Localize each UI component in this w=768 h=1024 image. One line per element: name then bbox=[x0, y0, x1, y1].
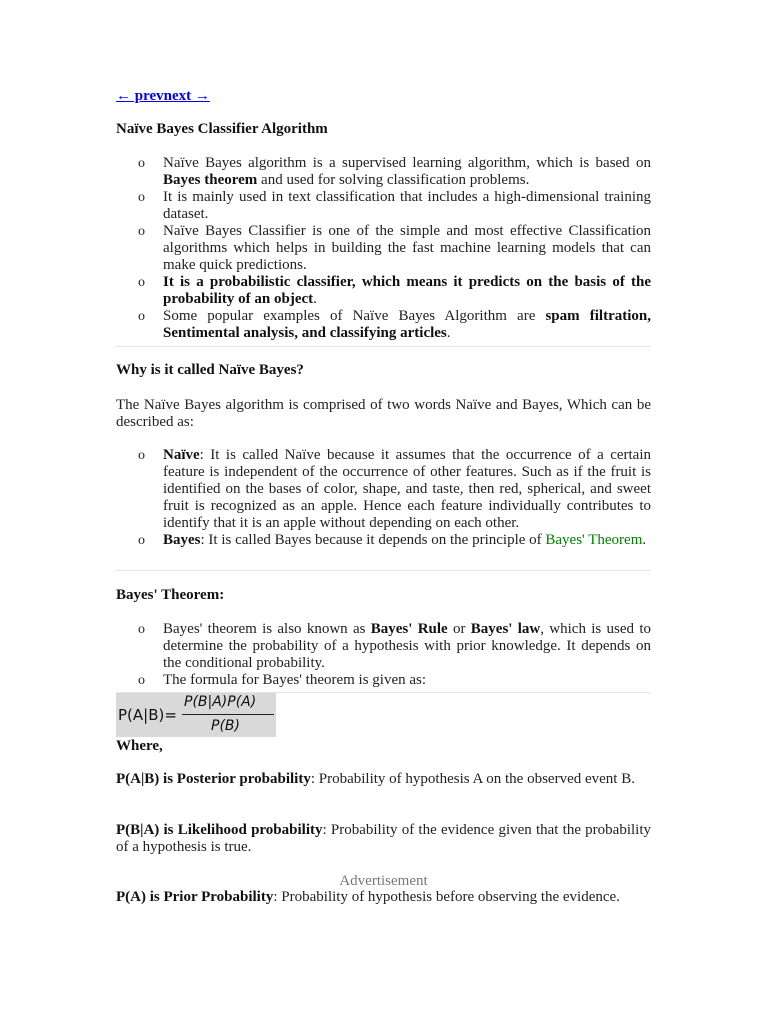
bullet-icon: o bbox=[138, 156, 145, 171]
bayes-formula bbox=[116, 693, 276, 737]
definition-prior: P(A) is Prior Probability: Probability of hypothesis before observing the evidence. bbox=[116, 889, 620, 905]
where-label: Where, bbox=[116, 738, 163, 754]
bullet-icon: o bbox=[138, 622, 145, 637]
list-item: o Bayes' theorem is also known as Bayes' Rule or Bayes' law, which is used to determine the probability of a hypothesis with prior knowledge. It depends on the conditional probability. bbox=[138, 621, 652, 671]
divider bbox=[116, 346, 651, 347]
formula-denominator: P(B) bbox=[211, 718, 240, 734]
theorem-list bbox=[116, 621, 651, 689]
prev-link[interactable]: ← prev bbox=[116, 88, 164, 104]
section-heading-theorem: Bayes' Theorem: bbox=[116, 587, 225, 603]
bayes-theorem-link[interactable]: Bayes' Theorem bbox=[545, 532, 643, 548]
list-item: o Naïve Bayes Classifier is one of the simple and most effective Classification algorithms which helps in building the fast machine learning models that can make quick predictions. bbox=[138, 223, 651, 273]
next-link[interactable]: next → bbox=[163, 88, 210, 104]
bullet-icon: o bbox=[138, 533, 145, 548]
list-item: o Some popular examples of Naïve Bayes Algorithm are spam filtration, Sentimental analysis, and classifying articles. bbox=[138, 308, 651, 341]
bullet-icon: o bbox=[138, 673, 145, 688]
why-paragraph: The Naïve Bayes algorithm is comprised of two words Naïve and Bayes, Which can be described as: bbox=[116, 397, 651, 430]
section-heading-why: Why is it called Naïve Bayes? bbox=[116, 362, 304, 378]
bullet-icon: o bbox=[138, 309, 145, 324]
bullet-icon: o bbox=[138, 190, 145, 205]
bullet-icon: o bbox=[138, 275, 145, 290]
fraction-bar bbox=[182, 714, 274, 715]
advertisement-label: Advertisement bbox=[339, 873, 428, 889]
list-item: o It is mainly used in text classification that includes a high-dimensional training dataset. bbox=[138, 189, 651, 222]
why-list bbox=[116, 447, 651, 549]
intro-list bbox=[116, 155, 651, 342]
list-item: o It is a probabilistic classifier, which means it predicts on the basis of the probability of an object. bbox=[138, 274, 651, 307]
list-item: o Naïve: It is called Naïve because it assumes that the occurrence of a certain feature is independent of the occurrence of other features. Such as if the fruit is identified on the bases of color, shape, and taste, then red, spherical, and sweet fruit is recognized as an apple. Hence each feature individually contributes to identify that it is an apple without depending on each other. bbox=[138, 447, 651, 531]
list-item: o Bayes: It is called Bayes because it depends on the principle of Bayes' Theorem. bbox=[138, 532, 647, 548]
definition-posterior: P(A|B) is Posterior probability: Probability of hypothesis A on the observed event B. bbox=[116, 771, 635, 787]
list-item: o Naïve Bayes algorithm is a supervised learning algorithm, which is based on Bayes theorem and used for solving classification problems. bbox=[138, 155, 651, 188]
pager-nav bbox=[116, 88, 210, 105]
bullet-icon: o bbox=[138, 448, 145, 463]
formula-lhs: P(A|B)= bbox=[118, 706, 177, 724]
formula-numerator: P(B|A)P(A) bbox=[184, 694, 257, 710]
definition-likelihood: P(B|A) is Likelihood probability: Probability of the evidence given that the probability of a hypothesis is true. bbox=[116, 822, 651, 855]
page-title: Naïve Bayes Classifier Algorithm bbox=[116, 121, 328, 137]
bullet-icon: o bbox=[138, 224, 145, 239]
list-item: o The formula for Bayes' theorem is given as: bbox=[138, 672, 427, 688]
divider bbox=[116, 570, 651, 571]
